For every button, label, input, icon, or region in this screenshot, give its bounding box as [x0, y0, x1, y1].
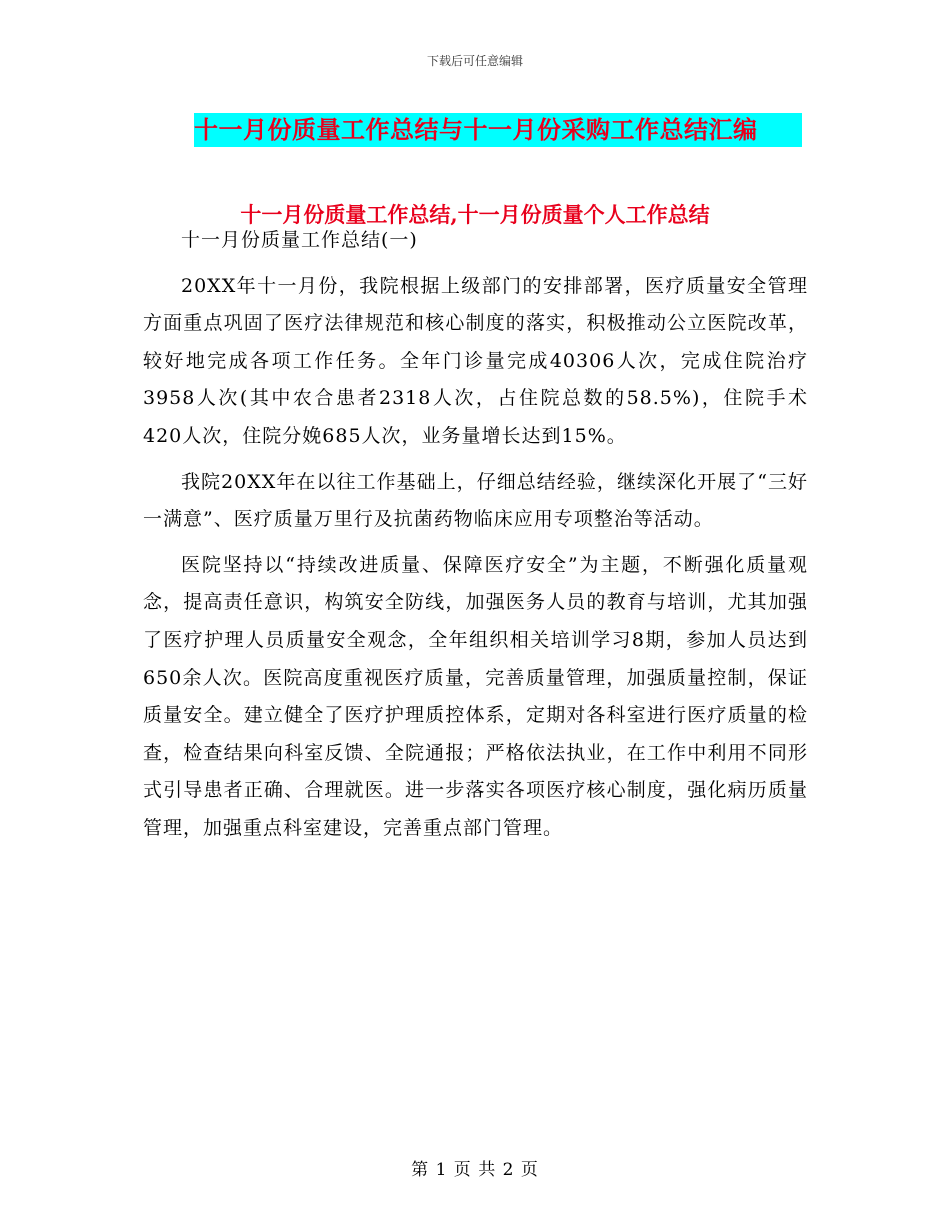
document-main-title: 十一月份质量工作总结与十一月份采购工作总结汇编 — [194, 113, 802, 147]
body-paragraph: 医院坚持以“持续改进质量、保障医疗安全”为主题，不断强化质量观念，提高责任意识，构筑安全防线，加强医务人员的教育与培训，尤其加强了医疗护理人员质量安全观念，全年组织相关培训学习8期，参加人员达到650余人次。医院高度重视医疗质量，完善质量管理，加强质量控制，保证质量安全。建立健全了医疗护理质控体系，定期对各科室进行医疗质量的检查，检查结果向科室反馈、全院通报；严格依法执业，在工作中利用不同形式引导患者正确、合理就医。进一步落实各项医疗核心制度，强化病历质量管理，加强重点科室建设，完善重点部门管理。 — [143, 553, 808, 839]
document-sub-title: 十一月份质量工作总结,十一月份质量个人工作总结 — [240, 202, 710, 227]
page-header-note: 下载后可任意编辑 — [426, 54, 523, 68]
body-paragraph: 20XX年十一月份，我院根据上级部门的安排部署，医疗质量安全管理方面重点巩固了医疗法律规范和核心制度的落实，积极推动公立医院改革，较好地完成各项工作任务。全年门诊量完成40306人次，完成住院治疗3958人次(其中农合患者2318人次，占住院总数的58.5%)，住院手术420人次，住院分娩685人次，业务量增长达到15%。 — [143, 274, 808, 447]
document-body — [143, 222, 808, 848]
section-heading: 十一月份质量工作总结(一) — [181, 229, 418, 251]
body-paragraph: 我院20XX年在以往工作基础上，仔细总结经验，继续深化开展了“三好一满意”、医疗质量万里行及抗菌药物临床应用专项整治等活动。 — [143, 470, 808, 531]
page-number-footer: 第 1 页 共 2 页 — [411, 1160, 539, 1180]
